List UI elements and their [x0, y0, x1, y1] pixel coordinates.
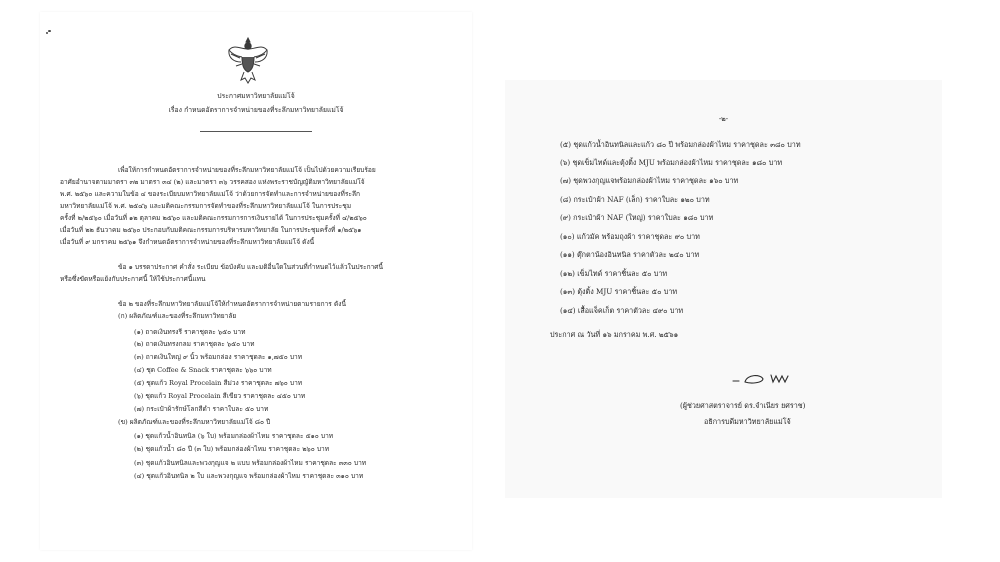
preamble-line: อาศัยอำนาจตามมาตรา ๓๒ มาตรา ๓๔ (๒) และมาตรา ๓๖ วรรคสอง แห่งพระราชบัญญัติมหาวิทยาลัยแม่โจ้ [60, 178, 365, 186]
preamble-line: มหาวิทยาลัยแม่โจ้ พ.ศ. ๒๕๔๖ และมติคณะกรรมการจัดทำของที่ระลึกมหาวิทยาลัยแม่โจ้ ในการประชุม [60, 202, 352, 210]
announcement-date: ประกาศ ณ วันที่ ๑๖ มกราคม พ.ศ. ๒๕๖๑ [550, 330, 679, 339]
group-b-item: (๒) ชุดแก้วน้ำ ๘๐ ปี (๓ ใบ) พร้อมกล่องผ้าไหม ราคาชุดละ ๒๖๐ บาท [134, 445, 330, 453]
signature [731, 370, 795, 388]
preamble-line: ครั้งที่ ๒/๒๕๖๐ เมื่อวันที่ ๑๒ ตุลาคม ๒๕๖๐ และมติคณะกรรมการการเงินรายได้ ในการประชุมครั้งที่ ๔/๒๕๖๐ [60, 214, 367, 222]
clause-1-line: หรือซึ่งขัดหรือแย้งกับประกาศนี้ ให้ใช้ประกาศนี้แทน [60, 275, 206, 283]
garuda-emblem-icon [226, 36, 270, 86]
preamble-line: เมื่อวันที่ ๙ มกราคม ๒๕๖๑ จึงกำหนดอัตราการจำหน่ายของที่ระลึกมหาวิทยาลัยแม่โจ้ ดังนี้ [60, 238, 315, 246]
page-2-item: (๗) ชุดพวงกุญแจพร้อมกล่องผ้าไหม ราคาชุดละ ๑๖๐ บาท [560, 176, 739, 185]
group-b-item: (๓) ชุดแก้วอินทนิลและพวงกุญแจ ๒ แบบ พร้อมกล่องผ้าไหม ราคาชุดละ ๓๓๐ บาท [134, 459, 367, 467]
announcement-subject: เรื่อง กำหนดอัตราการจำหน่ายของที่ระลึกมหาวิทยาลัยแม่โจ้ [168, 106, 344, 114]
page-2-item: (๑๒) เข็มไทด์ ราคาชิ้นละ ๕๐ บาท [560, 269, 668, 278]
preamble-line: เมื่อวันที่ ๒๒ ธันวาคม ๒๕๖๐ ประกอบกับมติคณะกรรมการบริหารมหาวิทยาลัย ในการประชุมครั้งที่ ๑/๒๕๖๑ [60, 226, 362, 234]
group-a-header: (ก) ผลิตภัณฑ์และของที่ระลึกมหาวิทยาลัย [118, 312, 237, 320]
page-2-item: (๑๑) ตุ๊กตาน้องอินทนิล ราคาตัวละ ๒๔๐ บาท [560, 250, 700, 259]
page-2-item: (๕) ชุดแก้วน้ำอินทนิลและแก้ว ๘๐ ปี พร้อมกล่องผ้าไหม ราคาชุดละ ๓๘๐ บาท [560, 140, 801, 149]
preamble-line: เพื่อให้การกำหนดอัตราการจำหน่ายของที่ระลึกมหาวิทยาลัยแม่โจ้ เป็นไปด้วยความเรียบร้อย [118, 166, 376, 174]
document-page-1 [40, 12, 472, 550]
group-a-item: (๔) ชุด Coffee & Snack ราคาชุดละ ๖๖๐ บาท [134, 366, 272, 374]
group-a-item: (๖) ชุดแก้ว Royal Procelain สีเขียว ราคาชุดละ ๔๕๐ บาท [134, 392, 306, 400]
document-page-2 [505, 80, 942, 498]
signer-position: อธิการบดีมหาวิทยาลัยแม่โจ้ [704, 417, 791, 426]
group-b-item: (๑) ชุดแก้วน้ำอินทนิล (๖ ใบ) พร้อมกล่องผ้าไหม ราคาชุดละ ๕๑๐ บาท [134, 432, 334, 440]
announcement-title: ประกาศมหาวิทยาลัยแม่โจ้ [217, 92, 295, 100]
preamble-line: พ.ศ. ๒๕๖๐ และความในข้อ ๔ ของระเบียบมหาวิทยาลัยแม่โจ้ ว่าด้วยการจัดทำและการจำหน่ายของที่ระลึก [60, 190, 360, 198]
group-a-item: (๑) ถาดเงินทรงรี ราคาชุดละ ๖๕๐ บาท [134, 328, 246, 336]
group-a-item: (๒) ถาดเงินทรงกลม ราคาชุดละ ๖๕๐ บาท [134, 340, 255, 348]
clause-1-line: ข้อ ๑ บรรดาประกาศ คำสั่ง ระเบียบ ข้อบังคับ และมติอื่นใดในส่วนที่กำหนดไว้แล้วในประกาศนี้ [118, 263, 383, 271]
page-2-item: (๑๓) ตุ้งติ้ง MJU ราคาชิ้นละ ๕๐ บาท [560, 287, 678, 296]
page-2-item: (๙) กระเป๋าผ้า NAF (ใหญ่) ราคาใบละ ๑๘๐ บาท [560, 213, 714, 222]
group-a-item: (๓) ถาดเงินใหญ่ ๙ นิ้ว พร้อมกล่อง ราคาชุดละ ๑,๗๕๐ บาท [134, 353, 303, 361]
page-2-item: (๘) กระเป๋าผ้า NAF (เล็ก) ราคาใบละ ๑๒๐ บาท [560, 195, 710, 204]
stray-mark [46, 32, 48, 34]
group-b-header: (ข) ผลิตภัณฑ์และของที่ระลึกมหาวิทยาลัยแม่โจ้ ๘๐ ปี [118, 418, 271, 426]
group-a-item: (๕) ชุดแก้ว Royal Procelain สีม่วง ราคาชุดละ ๗๖๐ บาท [134, 379, 303, 387]
page-2-item: (๖) ชุดเข็มไทด์และตุ้งติ้ง MJU พร้อมกล่องผ้าไหม ราคาชุดละ ๑๘๐ บาท [560, 158, 783, 167]
page-2-item: (๑๔) เสื้อแจ็คเก็ต ราคาตัวละ ๔๙๐ บาท [560, 306, 684, 315]
group-a-item: (๗) กระเป๋าผ้ารักษ์โลกสีดำ ราคาใบละ ๕๐ บาท [134, 405, 269, 413]
signer-name: (ผู้ช่วยศาสตราจารย์ ดร.จำเนียร ยศราช) [680, 401, 806, 410]
clause-2-header: ข้อ ๒ ของที่ระลึกมหาวิทยาลัยแม่โจ้ให้กำหนดอัตราการจำหน่ายตามรายการ ดังนี้ [118, 300, 346, 308]
title-divider [200, 131, 312, 132]
page-number: -๒- [718, 115, 729, 123]
page-2-item: (๑๐) แก้วมัค พร้อมถุงผ้า ราคาชุดละ ๙๐ บาท [560, 232, 700, 241]
stray-mark [48, 30, 51, 32]
group-b-item: (๔) ชุดแก้วอินทนิล ๒ ใบ และพวงกุญแจ พร้อมกล่องผ้าไหม ราคาชุดละ ๓๑๐ บาท [134, 472, 364, 480]
